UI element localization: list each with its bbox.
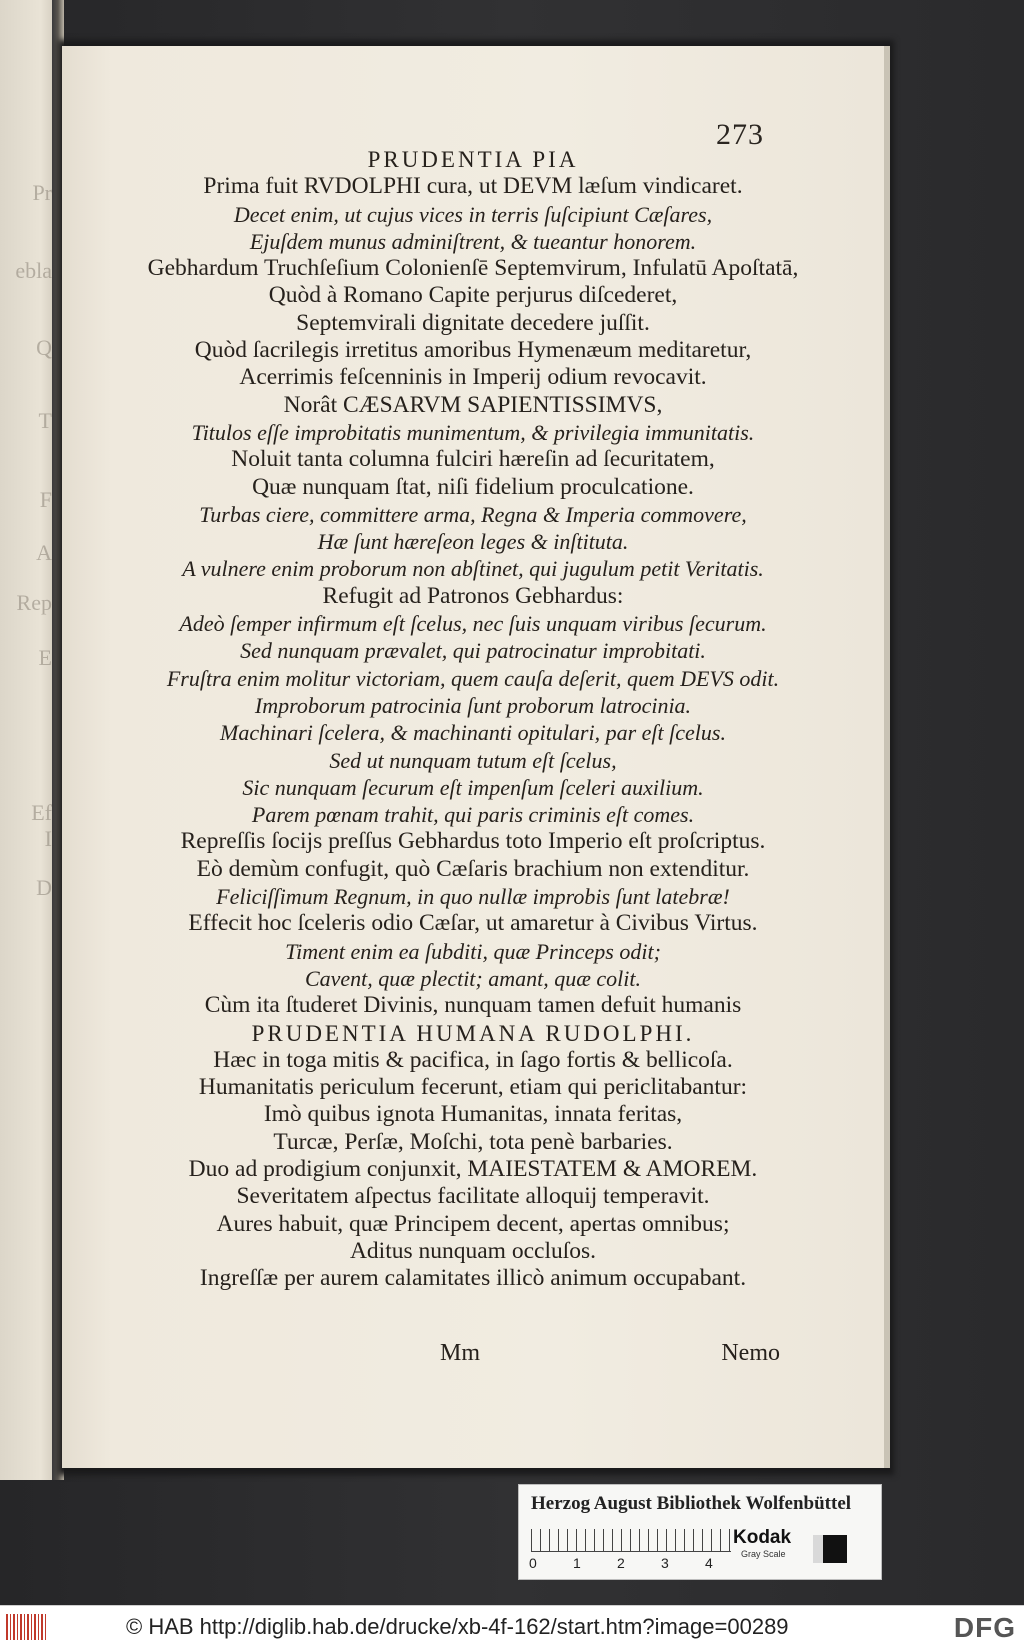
- text-line: Noluit tanta columna fulciri hæreſin ad ſecuritatem,: [231, 446, 715, 473]
- text-line: Machinari ſcelera, & machinanti opitulari, par eſt ſcelus.: [220, 720, 726, 746]
- facing-page-fragment: A: [36, 540, 52, 565]
- facing-page-fragment: D: [36, 875, 52, 900]
- text-line: Effecit hoc ſceleris odio Cæſar, ut amaretur à Civibus Virtus.: [188, 910, 758, 937]
- facing-page-fragment: Pr: [32, 180, 52, 205]
- text-line: Duo ad prodigium conjunxit, MAIESTATEM & AMOREM.: [188, 1155, 758, 1182]
- section-heading: PRUDENTIA PIA: [367, 147, 579, 172]
- facing-page-fragment: Ef: [31, 800, 52, 825]
- text-line: Hæ ſunt hæreſeon leges & inſtituta.: [317, 529, 629, 555]
- text-line: Norât CÆSARVM SAPIENTISSIMVS,: [283, 391, 663, 418]
- text-line: Sed nunquam prævalet, qui patrocinatur improbitati.: [240, 638, 706, 664]
- text-line: Timent enim ea ſubditi, quæ Princeps odit;: [285, 938, 661, 964]
- text-line: Hæc in toga mitis & pacifica, in ſago fortis & bellicoſa.: [213, 1046, 733, 1073]
- text-line: Sic nunquam ſecurum eſt impenſum ſceleri auxilium.: [242, 774, 704, 800]
- facing-page-fragment: F: [39, 487, 52, 512]
- signature-mark: Mm: [440, 1340, 481, 1366]
- text-line: Turbas ciere, committere arma, Regna & Imperia commovere,: [199, 501, 747, 527]
- kodak-logo: Kodak: [733, 1527, 792, 1548]
- facing-page-fragment: I: [44, 826, 52, 851]
- barcode-icon: [6, 1614, 46, 1640]
- text-line: Fruſtra enim molitur victoriam, quem cauſa deſerit, quem DEVS odit.: [166, 665, 780, 691]
- text-line: Acerrimis feſcenninis in Imperij odium revocavit.: [239, 364, 707, 391]
- text-line: Cavent, quæ plectit; amant, quæ colit.: [304, 965, 642, 991]
- ruler-number: 0: [529, 1555, 537, 1571]
- section-heading: PRUDENTIA HUMANA RUDOLPHI.: [251, 1020, 695, 1046]
- text-line: Cùm ita ſtuderet Divinis, nunquam tamen defuit humanis: [204, 992, 742, 1019]
- catchword: Nemo: [721, 1340, 780, 1366]
- text-line: Quòd à Romano Capite perjurus diſcederet,: [268, 282, 678, 309]
- text-line: Feliciſſimum Regnum, in quo nullæ improbis ſunt latebræ!: [216, 884, 730, 910]
- text-line: Improborum patrocinia ſunt proborum latrocinia.: [254, 692, 692, 718]
- ruler-number: 2: [617, 1555, 625, 1571]
- text-line: Decet enim, ut cujus vices in terris ſuſcipiunt Cæſares,: [233, 201, 713, 227]
- book-page: [62, 46, 890, 1468]
- text-line: Ejuſdem munus adminiſtrent, & tueantur honorem.: [249, 228, 697, 254]
- text-line: Severitatem aſpectus facilitate alloquij temperavit.: [236, 1183, 710, 1210]
- viewer-footer: [0, 1605, 1024, 1647]
- gray-swatch: [813, 1535, 847, 1563]
- facing-page-fragment: Q: [36, 335, 52, 360]
- text-line: Sed ut nunquam tutum eſt ſcelus,: [329, 747, 617, 773]
- text-line: Prima fuit RVDOLPHI cura, ut DEVM læſum vindicaret.: [203, 173, 743, 200]
- color-calibration-card: [518, 1484, 882, 1580]
- card-title: Herzog August Bibliothek Wolfenbüttel: [531, 1493, 852, 1514]
- page-text: [62, 146, 884, 1292]
- text-line: Parem pœnam trahit, qui paris criminis eſt comes.: [251, 802, 695, 828]
- page-number: 273: [716, 118, 764, 151]
- text-line: Imò quibus ignota Humanitas, innata feritas,: [263, 1101, 683, 1128]
- text-line: Quòd ſacrilegis irretitus amoribus Hymenæum meditaretur,: [194, 337, 752, 364]
- text-line: Aures habuit, quæ Principem decent, apertas omnibus;: [216, 1210, 730, 1237]
- facing-page-edge: [0, 0, 58, 1480]
- text-line: Humanitatis periculum fecerunt, etiam qui periclitabantur:: [198, 1074, 748, 1101]
- text-line: Refugit ad Patronos Gebhardus:: [322, 582, 624, 609]
- text-line: Aditus nunquam occluſos.: [349, 1237, 597, 1264]
- dfg-logo: DFG: [953, 1612, 1016, 1643]
- ruler-scale: [531, 1529, 731, 1552]
- text-line: Septemvirali dignitate decedere juſſit.: [296, 309, 650, 336]
- facing-page-fragment: T: [38, 408, 52, 433]
- facing-page-fragment: Rep: [16, 590, 52, 615]
- text-line: Titulos eſſe improbitatis munimentum, & privilegia immunitatis.: [191, 419, 755, 445]
- text-line: A vulnere enim proborum non abſtinet, qui jugulum petit Veritatis.: [182, 556, 764, 582]
- ruler-number: 1: [573, 1555, 581, 1571]
- ruler-number: 3: [661, 1555, 669, 1571]
- text-line: Quæ nunquam ſtat, niſi fidelium proculcatione.: [252, 473, 694, 500]
- source-link[interactable]: © HAB http://diglib.hab.de/drucke/xb-4f-162/start.htm?image=00289: [126, 1614, 789, 1639]
- gray-scale-label: Gray Scale: [741, 1549, 786, 1559]
- facing-page-fragment: ebla: [15, 258, 52, 283]
- ruler-number: 4: [705, 1555, 713, 1571]
- text-line: Gebhardum Truchſeſium Colonienſē Septemvirum, Infulatū Apoſtatā,: [147, 255, 799, 282]
- text-line: Ingreſſæ per aurem calamitates illicò animum occupabant.: [199, 1265, 747, 1292]
- text-line: Eò demùm confugit, quò Cæſaris brachium non extenditur.: [196, 855, 750, 882]
- page-footer-line: [62, 1340, 884, 1370]
- text-line: Repreſſis ſocijs preſſus Gebhardus toto Imperio eſt proſcriptus.: [180, 828, 766, 855]
- text-line: Adeò ſemper infirmum eſt ſcelus, nec ſuis unquam viribus ſecurum.: [179, 611, 767, 637]
- text-line: Turcæ, Perſæ, Moſchi, tota penè barbaries.: [273, 1128, 673, 1155]
- facing-page-fragment: E: [38, 645, 52, 670]
